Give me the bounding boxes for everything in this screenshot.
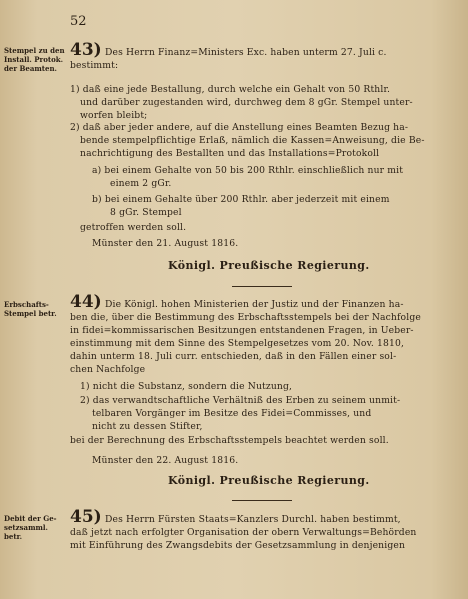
signature: Königl. Preußische Regierung. <box>168 474 370 487</box>
text-line: getroffen werden soll. <box>80 222 187 233</box>
text-line: mit Einführung des Zwangsdebits der Gesetzsammlung in denjenigen <box>70 540 406 551</box>
text-line: 2) daß aber jeder andere, auf die Anstellung eines Beamten Bezug ha- <box>70 122 409 133</box>
text-line: bestimmt: <box>70 60 119 71</box>
text-line: 2) das verwandtschaftliche Verhältniß des Erben zu seinem unmit- <box>80 395 401 406</box>
section-number-44: 44) <box>70 292 102 312</box>
text-line: b) bei einem Gehalte über 200 Rthlr. aber jederzeit mit einem <box>92 194 390 205</box>
text-line: 1) nicht die Substanz, sondern die Nutzung, <box>80 381 293 392</box>
text-line: chen Nachfolge <box>70 364 146 375</box>
text-line: einem 2 gGr. <box>110 178 172 189</box>
text-line: nachrichtigung des Bestallten und das Installations=Protokoll <box>80 148 380 159</box>
text-line: und darüber zugestanden wird, durchweg dem 8 gGr. Stempel unter- <box>80 97 413 108</box>
text-line: daß jetzt nach erfolgter Organisation der obern Verwaltungs=Behörden <box>70 527 417 538</box>
page-number: 52 <box>70 14 87 29</box>
text-line: in fidei=kommissarischen Besitzungen entstandenen Fragen, in Ueber- <box>70 325 414 336</box>
text-line: Des Herrn Fürsten Staats=Kanzlers Durchl. haben bestimmt, <box>105 514 401 525</box>
date-line: Münster den 21. August 1816. <box>92 238 239 249</box>
signature: Königl. Preußische Regierung. <box>168 259 370 272</box>
text-line: 1) daß eine jede Bestallung, durch welche ein Gehalt von 50 Rthlr. <box>70 84 391 95</box>
text-line: ben die, über die Bestimmung des Erbschaftsstempels bei der Nachfolge <box>70 312 421 323</box>
section-divider <box>232 286 292 287</box>
section-divider <box>232 500 292 501</box>
margin-note-43: Stempel zu den Install. Protok. der Beamten. <box>4 46 65 73</box>
date-line: Münster den 22. August 1816. <box>92 455 239 466</box>
margin-note-45: Debit der Ge-setzsamml. betr. <box>4 514 57 541</box>
text-line: Des Herrn Finanz=Ministers Exc. haben unterm 27. Juli c. <box>105 47 387 58</box>
text-line: 8 gGr. Stempel <box>110 207 182 218</box>
text-line: bei der Berechnung des Erbschaftsstempels beachtet werden soll. <box>70 435 389 446</box>
text-line: bende stempelpflichtige Erlaß, nämlich die Kassen=Anweisung, die Be- <box>80 135 425 146</box>
margin-note-44: Erbschafts-Stempel betr. <box>4 300 57 318</box>
text-line: telbaren Vorgänger im Besitze des Fidei=Commisses, und <box>92 408 372 419</box>
section-number-43: 43) <box>70 40 102 60</box>
text-line: nicht zu dessen Stifter, <box>92 421 203 432</box>
text-line: einstimmung mit dem Sinne des Stempelgesetzes vom 20. Nov. 1810, <box>70 338 405 349</box>
text-line: worfen bleibt; <box>80 110 148 121</box>
text-line: a) bei einem Gehalte von 50 bis 200 Rthlr. einschließlich nur mit <box>92 165 404 176</box>
text-line: dahin unterm 18. Juli curr. entschieden, daß in den Fällen einer sol- <box>70 351 397 362</box>
section-number-45: 45) <box>70 507 102 527</box>
text-line: Die Königl. hohen Ministerien der Justiz und der Finanzen ha- <box>105 299 404 310</box>
